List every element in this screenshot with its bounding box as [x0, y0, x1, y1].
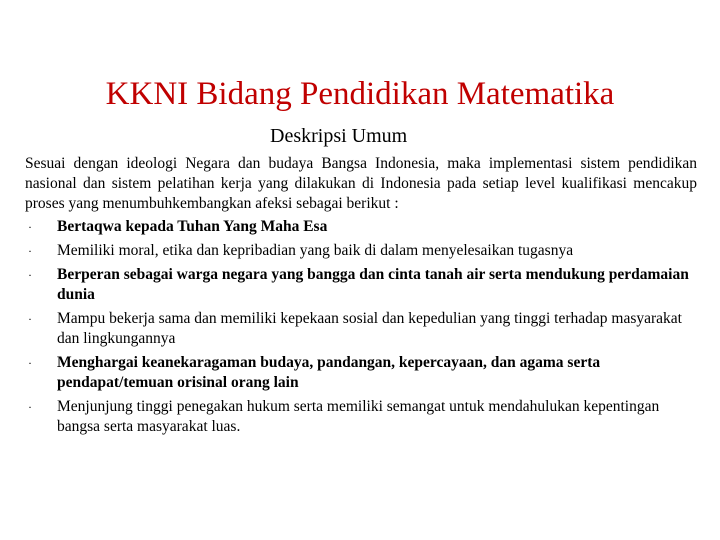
- list-item: [25, 241, 697, 261]
- bullet-text: Menjunjung tinggi penegakan hukum serta memiliki semangat untuk mendahulukan kepentingan bangsa serta masyarakat luas.: [57, 398, 660, 435]
- list-item: [25, 309, 697, 349]
- slide-body: [25, 154, 697, 441]
- list-item: [25, 265, 697, 305]
- bullet-list: [25, 217, 697, 437]
- bullet-dot-icon: ·: [28, 400, 32, 414]
- bullet-dot-icon: ·: [28, 244, 32, 258]
- slide-title: KKNI Bidang Pendidikan Matematika: [105, 76, 615, 112]
- intro-paragraph: Sesuai dengan ideologi Negara dan budaya Bangsa Indonesia, maka implementasi sistem pendidikan nasional dan sistem pelatihan kerja yang dilakukan di Indonesia pada setiap level kualifikasi mencakup proses yang menumbuhkembangkan afeksi sebagai berikut :: [25, 155, 697, 212]
- bullet-text: Memiliki moral, etika dan kepribadian yang baik di dalam menyelesaikan tugasnya: [57, 242, 574, 259]
- slide-subtitle: Deskripsi Umum: [270, 125, 408, 147]
- bullet-dot-icon: ·: [28, 220, 32, 234]
- bullet-text: Mampu bekerja sama dan memiliki kepekaan sosial dan kepedulian yang tinggi terhadap masyarakat dan lingkungannya: [57, 310, 682, 347]
- bullet-text: Menghargai keanekaragaman budaya, pandangan, kepercayaan, dan agama serta pendapat/temuan orisinal orang lain: [57, 354, 601, 391]
- bullet-dot-icon: ·: [28, 356, 32, 370]
- bullet-text: Bertaqwa kepada Tuhan Yang Maha Esa: [57, 218, 328, 235]
- list-item: [25, 353, 697, 393]
- list-item: [25, 217, 697, 237]
- bullet-text: Berperan sebagai warga negara yang bangga dan cinta tanah air serta mendukung perdamaian dunia: [57, 266, 689, 303]
- list-item: [25, 397, 697, 437]
- bullet-dot-icon: ·: [28, 312, 32, 326]
- bullet-dot-icon: ·: [28, 268, 32, 282]
